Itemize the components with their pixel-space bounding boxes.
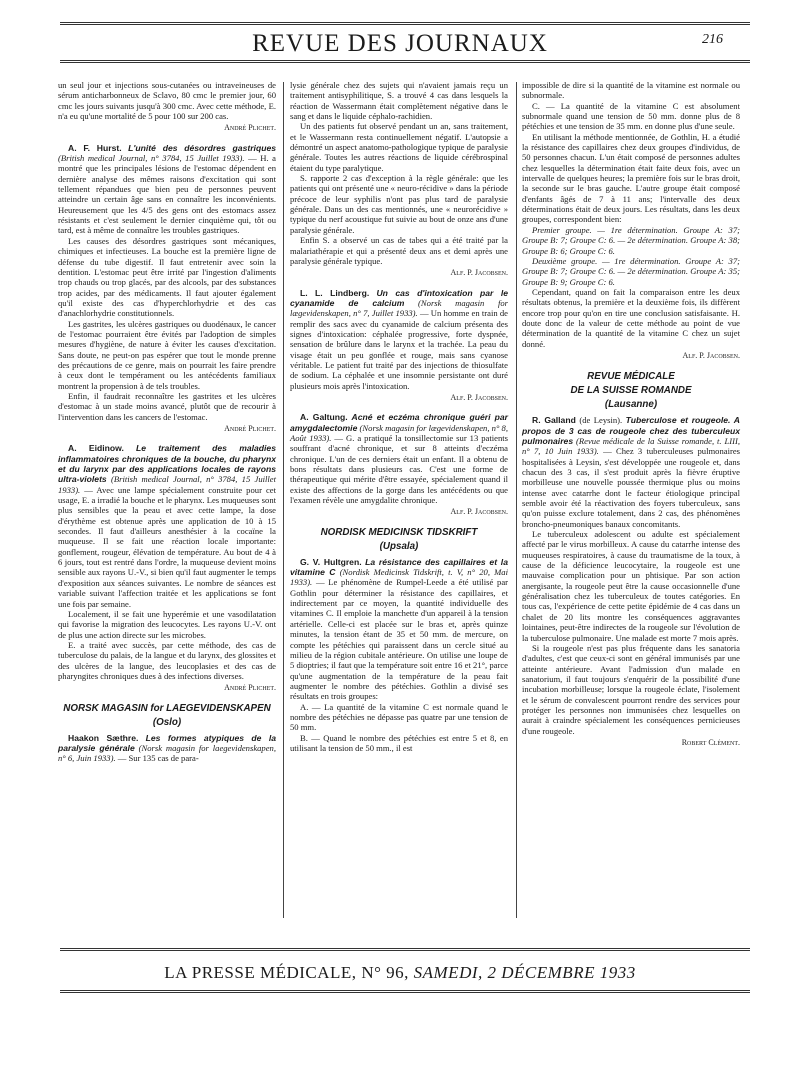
header-top-rule bbox=[60, 22, 750, 25]
article-title: La résistance des capillaires et la vitamine C bbox=[290, 556, 508, 578]
article-paragraph: Les causes des désordres gastriques sont mécaniques, chimiques et infectieuses. La bouche est la première ligne de défense du tube digestif. Il faut entretenir avec soin la dentition. L'estomac peut être irrité par l'ingestion d'aliments trop chauds ou trop glacés, par des alcools, par des substances trop acides, par des médicaments. Il faut ajouter également qu'il existe des cas d'hyperchlorhydrie et des cas d'anachlorhydrie constitutionnels. bbox=[58, 235, 276, 319]
article-paragraph: Premier groupe. — 1re détermination. Groupe A: 37; Groupe B: 7; Groupe C: 6. — 2e détermination. Groupe A: 38; Groupe B: 6; Groupe C: 6. bbox=[522, 224, 740, 256]
article-author: A. Eidinow. bbox=[68, 443, 124, 454]
article-citation: (British medical Journal, n° 3784, 15 Juillet 1933). bbox=[58, 474, 276, 495]
article-signature: Robert Clément. bbox=[681, 737, 740, 747]
article-paragraph: Un des patients fut observé pendant un an, sans traitement, et le Wassermann resta continuellement négatif. L'autopsie a démontré un aspect anatomo-pathologique typique de paralysie générale. Toutes les autres réactions de liquide cérébrospinal étaient du type paralytique. bbox=[290, 121, 508, 173]
article-title: Le traitement des maladies inflammatoires chroniques de la bouche, du pharynx et du larynx par des applications locales de rayons ultra-violets bbox=[58, 443, 276, 485]
article-paragraph: impossible de dire si la quantité de la vitamine est normale ou subnormale. bbox=[522, 80, 740, 101]
article-author: G. V. Hultgren. bbox=[300, 556, 362, 567]
journal-section-title: NORSK MAGASIN for LAEGEVIDENSKAPEN bbox=[63, 702, 271, 714]
article-galland bbox=[522, 415, 740, 529]
header-bottom-rule bbox=[60, 60, 750, 63]
column-divider bbox=[516, 82, 517, 918]
article-body: — Avec une lampe spécialement construite pour cet usage, E. a irradié la bouche et le pharynx. Les muqueuses sont plus sensibles que la peau et avec cette lampe, la dose d'érythème est obtenue après une application de 10 à 15 secondes. Il faut d'ailleurs anesthésier à la cocaïne la muqueuse. Il se fait une réaction locale importante: gonflement, rougeur, élévation de température. Au bout de 4 à 6 jours, tout est rentré dans l'ordre, la muqueuse devient moins sensible aux rayons U.-V., si bien qu'il faut augmenter le temps d'exposition aux séances suivantes. Le nombre de séances est variable suivant l'affection traitée et les applications se font une fois par semaine. bbox=[58, 484, 276, 609]
article-hurst bbox=[58, 143, 276, 236]
article-paragraph: Les gastrites, les ulcères gastriques ou duodénaux, le cancer de l'estomac pourraient être évités par l'adoption de simples mesures d'hygiène, de nature à éviter les causes d'excitation. Sans doute, ne peut-on pas espérer que tout le monde prenne des précautions de ce genre, mais on pourrait les faire prendre à ceux dont le tempérament ou les antécédents familiaux montrent la propension à de tels troubles. bbox=[58, 318, 276, 391]
article-paragraph: Localement, il se fait une hyperémie et une vasodilatation qui favorise la migration des leucocytes. Les rayons U.-V. ont de plus une action directe sur les microbes. bbox=[58, 608, 276, 640]
article-title: Les formes atypiques de la paralysie générale bbox=[58, 732, 277, 753]
article-title: Un cas d'intoxication par le cyanamide de calcium bbox=[290, 287, 508, 308]
footer-issue-number: N° 96, bbox=[361, 963, 409, 982]
article-citation: (British medical Journal, n° 3784, 15 Juillet 1933). bbox=[58, 153, 245, 164]
footer-top-rule bbox=[60, 948, 750, 951]
article-galtung bbox=[290, 412, 508, 505]
article-signature: André Plichet. bbox=[224, 683, 276, 693]
article-eidinow bbox=[58, 443, 276, 609]
article-paragraph: Cependant, quand on fait la comparaison entre les deux résultats obtenus, la première et la deuxième fois, ils diffèrent encore trop pour qu'on en tire une conclusion satisfaisante. H. doute donc de la valeur de cette méthode au point de vue détermination de la quantité de la vitamine C chez un sujet donné. bbox=[522, 286, 740, 349]
article-paragraph: A. — La quantité de la vitamine C est normale quand le nombre des pétéchies ne dépasse pas quatre par une tension de 50 mm. bbox=[290, 701, 508, 733]
article-body: — Sur 135 cas de para- bbox=[117, 753, 199, 764]
footer-date: SAMEDI, 2 DÉCEMBRE 1933 bbox=[413, 963, 636, 982]
article-paragraph: Deuxième groupe. — 1re détermination. Groupe A: 37; Groupe B: 7; Groupe C: 6. — 2e détermination. Groupe A: 35; Groupe B: 9; Groupe C: 6. bbox=[522, 255, 740, 287]
article-signature: Alf. P. Jacobsen. bbox=[450, 268, 508, 278]
article-lindberg bbox=[290, 288, 508, 391]
article-saethre bbox=[58, 733, 276, 764]
column-3 bbox=[522, 80, 740, 757]
article-paragraph: B. — Quand le nombre des pétéchies est entre 5 et 8, en utilisant la tension de 50 mm., il est bbox=[290, 732, 508, 753]
article-signature: Alf. P. Jacobsen. bbox=[450, 392, 508, 402]
page-number: 216 bbox=[702, 32, 723, 47]
page-header-title: REVUE DES JOURNAUX bbox=[252, 30, 548, 57]
article-paragraph: Enfin, il faudrait reconnaître les gastrites et les ulcères d'estomac à un stade moins avancé, plutôt que de recourir à l'intervention dans les cancers de l'estomac. bbox=[58, 390, 276, 422]
article-paragraph: E. a traité avec succès, par cette méthode, des cas de tuberculose du palais, de la langue et du larynx, des glossites et des ulcères de la langue, des leucoplasies et des cas de pharyngites chroniques dues à des infections diverses. bbox=[58, 639, 276, 681]
column-2 bbox=[290, 80, 508, 753]
article-citation: (Nordisk Medicinsk Tidskrift, t. V, n° 20, Mai 1933). bbox=[290, 567, 508, 588]
journal-section-title-2: DE LA SUISSE ROMANDE bbox=[570, 385, 692, 397]
article-title: L'unité des désordres gastriques bbox=[128, 142, 277, 153]
article-signature: Alf. P. Jacobsen. bbox=[450, 507, 508, 517]
article-paragraph: lysie générale chez des sujets qui n'avaient jamais reçu un traitement antisyphilitique, S. a trouvé 4 cas dans lesquels la réaction de Wassermann était complètement négative dans le sang et dans le liquide céphalo-rachidien. bbox=[290, 80, 508, 122]
article-body: — Chez 3 tuberculeuses pulmonaires hospitalisées à Leysin, s'est développée une rougeole et, dans chacun des 3 cas, il s'est produit après la fièvre éruptive morbilleuse une nouvelle poussée thermique plus ou moins intense avec catarrhe dont le facteur étiologique principal semble avoir été la réactivation des foyers tuberculeux, sans qu'on puisse exclure totalement, dans 2 cas, des phénomènes broncho-pneumoniques banaux concomitants. bbox=[522, 446, 740, 529]
footer-bottom-rule bbox=[60, 990, 750, 993]
article-body: — Le phénomène de Rumpel-Leede a été utilisé par Gothlin pour déterminer la résistance des capillaires, et indirectement par ce moyen, la quantité individuelle des vitamines C. Il emploie la manchette d'un appareil à la tension artérielle. Celle-ci est placée sur le bras et, après quinze minutes, la tension étant de 35 et 50 mm. de mercure, on compte les pétéchies qui paraissent dans un cercle situé au milieu de la région cubitale antérieure. On utilise une loupe de 5 dioptries; il faut que la température soit entre 16 et 21°, parce qu'une augmentation de la température de la peau fait augmenter le nombre des pétéchies. Gothlin a divisé ses résultats en trois groupes: bbox=[290, 577, 508, 702]
article-author: R. Galland bbox=[532, 415, 576, 426]
article-body: — H. a montré que les principales lésions de l'estomac dépendent en dernière analyse des mêmes raisons d'excitation qui sont tellement répandues que bien peu de personnes peuvent atteindre un certain âge sans en connaître les inconvénients. Heureusement que les 4/5 des gens ont des estomacs assez résistants et c'est seulement le dernier cinquième qui, tôt ou tard, est à même de connaître les troubles gastriques. bbox=[58, 153, 276, 236]
journal-section-city: (Upsala) bbox=[379, 540, 419, 552]
page-footer bbox=[0, 963, 800, 983]
article-author: A. Galtung. bbox=[300, 412, 348, 423]
article-citation: (Norsk magasin for lægevidenskapen, n° 7, Juillet 1933). bbox=[290, 297, 508, 319]
journal-section-city: (Lausanne) bbox=[604, 399, 658, 411]
article-hultgren bbox=[290, 557, 508, 702]
article-paragraph: Si la rougeole n'est pas plus fréquente dans les sanatoria d'adultes, c'est que ceux-ci sont en général immunisés par une atteinte antérieure. Avant l'admission d'un malade en sanatorium, il faut toujours s'enquérir de la possibilité d'une incubation morbilleuse; lorsque la rougeole éclate, l'isolement et le sérum de convalescent pourront rendre des services pour protéger les personnes non immunisées chez lesquelles on aurait à craindre spécialement les conséquences pernicieuses d'une rougeole. bbox=[522, 642, 740, 736]
article-author: L. L. Lindberg. bbox=[300, 287, 370, 298]
article-author: Haakon Sæthre. bbox=[68, 732, 139, 743]
column-divider bbox=[283, 82, 284, 918]
article-paragraph: Le tuberculeux adolescent ou adulte est spécialement affecté par le virus morbilleux. A cause du catarrhe intense des muqueuses respiratoires, à cause du traumatisme de la toux, à cause de la déficience leucocytaire, la rougeole est une mauvaise complication pour un phtisique. Par son action anergisante, la rougeole peut être la cause occasionnelle d'une généralisation chez les tuberculeux de toutes catégories. En tous cas, l'expérience de cette petite épidémie de 4 cas dans un chalet de 20 lits montre les conséquences aggravantes lointaines, peut-être indirectes de la rougeole sur l'évolution de la tuberculose pulmonaire. Une malade est morte 7 mois après. bbox=[522, 529, 740, 643]
article-paragraph: un seul jour et injections sous-cutanées ou intraveineuses de sérum anticharbonneux de Sclavo, 80 cmc le premier jour, 60 cmc les jours suivants jusqu'à 300 cmc. Avec cette méthode, E. n'a eu qu'une mortalité de 5 pour 100 sur 200 cas. bbox=[58, 80, 276, 122]
article-signature: André Plichet. bbox=[224, 123, 276, 133]
journal-section-city: (Oslo) bbox=[152, 716, 182, 728]
article-signature: Alf. P. Jacobsen. bbox=[682, 350, 740, 360]
journal-section-title: NORDISK MEDICINSK TIDSKRIFT bbox=[320, 526, 478, 538]
article-body: — G. a pratiqué la tonsillectomie sur 13 patients souffrant d'acné chronique, et sur 8 atteints d'eczéma chronique. L'un de ces derniers était un enfant. Il a obtenu de bons résultats dans plusieurs cas. C'est une forme de thérapeutique qui mérite d'être essayée, spécialement quand il existe des affections de la gorge dans les antécédents ou que l'examen révèle une amygdalite chronique. bbox=[290, 433, 508, 506]
article-paragraph: Enfin S. a observé un cas de tabes qui a été traité par la malariathérapie et qui a présenté deux ans et demi après une paralysie générale typique. bbox=[290, 235, 508, 266]
article-author: A. F. Hurst. bbox=[68, 142, 122, 153]
article-paragraph: En utilisant la méthode mentionnée, de Gothlin, H. a étudié la résistance des capillaires chez deux groupes d'individus, de 50 personnes chacun. L'un était composé de personnes adultes chez lesquelles la détermination était faite deux fois, avec un intervalle de quelques heures; la première fois sur le bras droit, la seconde sur le bras gauche. L'autre groupe était composé d'enfants âgés de 7 à 11 ans; l'intervalle des deux déterminations était de deux jours. Les résultats, dans les deux groupes, correspondent bien: bbox=[522, 131, 740, 225]
article-title: Acné et eczéma chronique guéri par amygdalectomie bbox=[290, 412, 508, 433]
article-citation: (Revue médicale de la Suisse romande, t. LIII, n° 7, 10 Juin 1933). bbox=[522, 435, 740, 457]
article-body: — Un homme en train de remplir des sacs avec du cyanamide de calcium présenta des signes d'intoxication: céphalée progressive, forte dyspnée, sensation de brûlure dans le larynx et la trachée. La peau du visage était un peu gonflée et rouge, mais sans cyanose véritable. Le patient fut traité par des injections de thiosulfate de sodium. La céphalée et une insomnie persistante ont duré plusieurs mois après l'intoxication. bbox=[290, 308, 508, 391]
article-citation: (Norsk magasin for laegevidenskapen, n° 6, Juin 1933). bbox=[58, 742, 276, 764]
column-1 bbox=[58, 80, 276, 764]
article-paragraph: S. rapporte 2 cas d'exception à la règle générale: que les patients qui ont présenté une « neuro-récidive » dans la période précoce de leur syphilis n'ont pas plus tard de paralysie générale. Dans un des cas mentionnés, une « neurorécidive » typique du nerf acoustique fut suivie au bout de onze ans d'une paralysie générale. bbox=[290, 173, 508, 235]
article-title: Tuberculose et rougeole. A propos de 3 cas de rougeole chez des tuberculeux pulmonaires bbox=[522, 415, 740, 446]
article-citation: (Norsk magasin for lægevidenskapen, n° 8, Août 1933). bbox=[290, 422, 508, 443]
journal-section-title: REVUE MÉDICALE bbox=[587, 371, 675, 383]
article-author-place: (de Leysin). bbox=[579, 415, 623, 426]
article-signature: André Plichet. bbox=[224, 424, 276, 433]
footer-journal: LA PRESSE MÉDICALE, bbox=[164, 963, 357, 982]
article-paragraph: C. — La quantité de la vitamine C est absolument subnormale quand une tension de 50 mm. donne plus de 8 pétéchies et une tension de 35 mm. en donne plus d'une seule. bbox=[522, 100, 740, 132]
